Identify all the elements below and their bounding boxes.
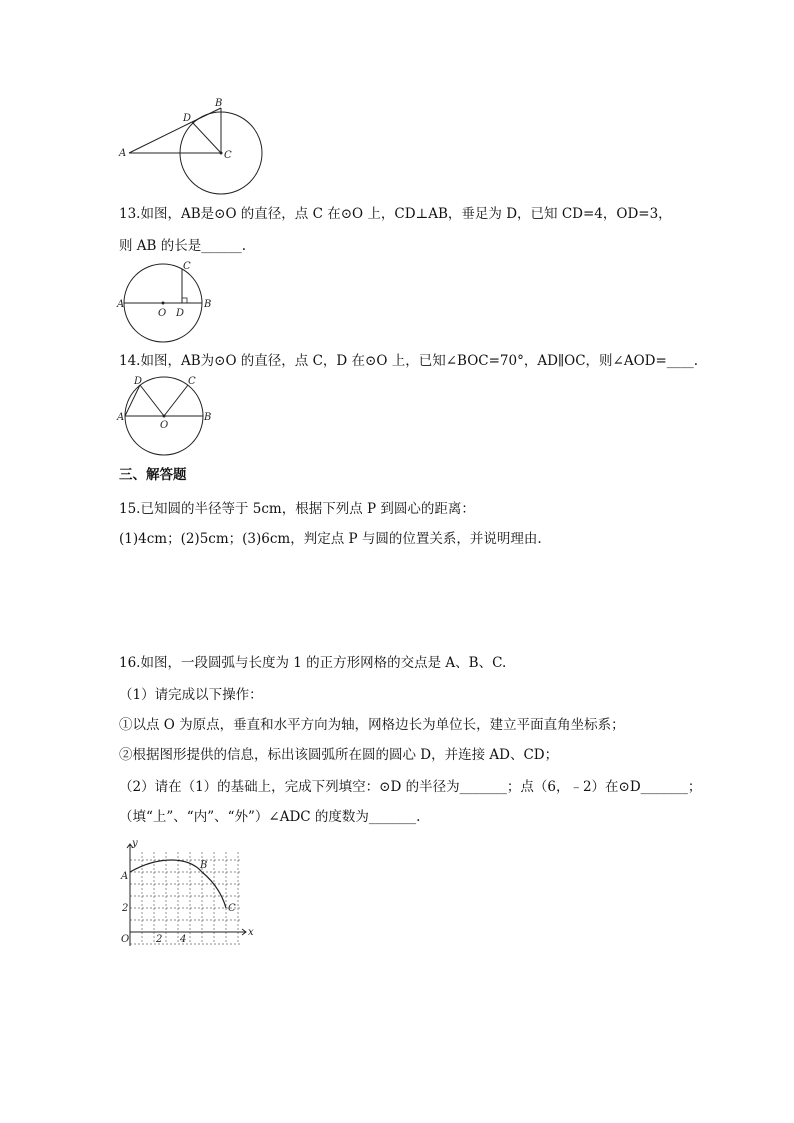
q13-text-line2: 则 AB 的长是______. bbox=[119, 238, 247, 254]
q16-text-line2: （1）请完成以下操作： bbox=[119, 687, 263, 703]
axis-y-label: y bbox=[132, 838, 138, 849]
q15-text-line2: (1)4cm；(2)5cm；(3)6cm，判定点 P 与圆的位置关系，并说明理由. bbox=[119, 531, 542, 547]
label-O: O bbox=[121, 934, 130, 945]
figure-q12-tangent bbox=[115, 95, 275, 200]
tick-x-4: 4 bbox=[180, 934, 187, 945]
label-B: B bbox=[215, 98, 223, 109]
label-C: C bbox=[224, 150, 232, 161]
label-A: A bbox=[117, 412, 125, 423]
label-A: A bbox=[119, 148, 127, 159]
q13-text-line1: 13.如图，AB是⊙O 的直径，点 C 在⊙O 上，CD⊥AB，垂足为 D，已知 CD=4，OD=3， bbox=[119, 206, 672, 222]
label-C: C bbox=[188, 376, 196, 387]
label-C: C bbox=[228, 903, 236, 914]
q16-text-line5: （2）请在（1）的基础上，完成下列填空：⊙D 的半径为_______；点（6，﹣2）在⊙D_______； bbox=[119, 779, 702, 795]
label-A: A bbox=[121, 871, 129, 882]
tick-y-2: 2 bbox=[122, 903, 129, 914]
label-B: B bbox=[204, 299, 212, 310]
figure-q13-circle bbox=[115, 258, 215, 343]
label-A: A bbox=[117, 299, 125, 310]
label-O: O bbox=[158, 308, 167, 319]
label-B: B bbox=[204, 412, 212, 423]
figure-q16-grid bbox=[118, 838, 258, 950]
q16-text-line3: ①以点 O 为原点，垂直和水平方向为轴，网格边长为单位长，建立平面直角坐标系； bbox=[119, 717, 625, 733]
q16-text-line1: 16.如图，一段圆弧与长度为 1 的正方形网格的交点是 A、B、C. bbox=[119, 655, 507, 671]
section-heading: 三、解答题 bbox=[119, 467, 187, 483]
tick-x-2: 2 bbox=[156, 934, 163, 945]
q15-text-line1: 15.已知圆的半径等于 5cm，根据下列点 P 到圆心的距离： bbox=[119, 501, 475, 517]
q16-text-line6: （填“上”、“内”、“外”）∠ADC 的度数为_______. bbox=[119, 809, 421, 825]
label-C: C bbox=[183, 261, 191, 272]
q14-text-line1: 14.如图，AB为⊙O 的直径，点 C，D 在⊙O 上，已知∠BOC=70°，AD∥OC，则∠AOD=____. bbox=[119, 353, 699, 369]
label-D: D bbox=[176, 308, 185, 319]
axis-x-label: x bbox=[248, 927, 254, 938]
label-B: B bbox=[200, 860, 208, 871]
label-D: D bbox=[183, 113, 192, 124]
figure-q14-circle bbox=[115, 372, 215, 458]
label-D: D bbox=[134, 376, 143, 387]
label-O: O bbox=[160, 420, 169, 431]
q16-text-line4: ②根据图形提供的信息，标出该圆弧所在圆的圆心 D，并连接 AD、CD； bbox=[119, 747, 559, 763]
